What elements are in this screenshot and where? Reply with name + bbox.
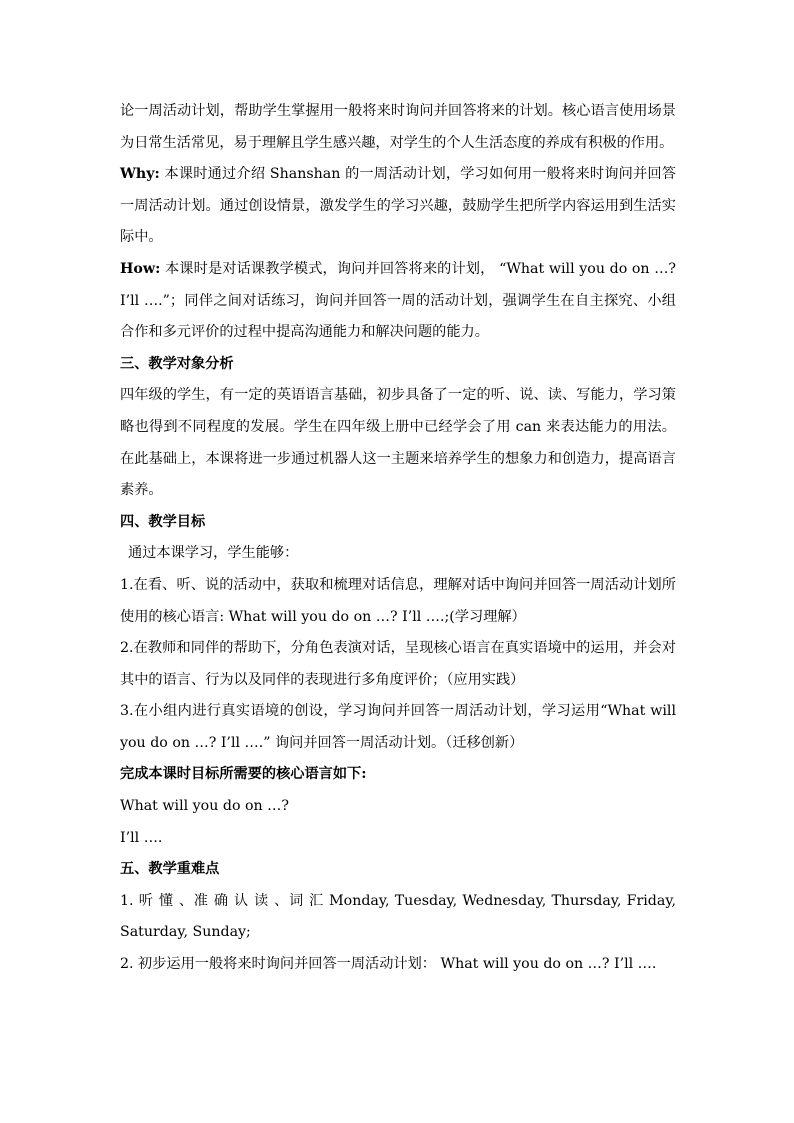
goal-item: 2.在教师和同伴的帮助下，分角色表演对话，呈现核心语言在真实语境中的运用，并会对其中的语言、行为以及同伴的表现进行多角度评价；（应用实践） bbox=[120, 640, 676, 688]
how-text: 本课时是对话课教学模式，询问并回答将来的计划， “What will you do on …? I’ll ….”；同伴之间对话练习，询问并回答一周的活动计划，强调学生在自主探究、小组合作和多元评价的过程中提高沟通能力和解决问题的能力。 bbox=[120, 260, 676, 341]
goal-item: 1.在看、听、说的活动中，获取和梳理对话信息，理解对话中询问并回答一周活动计划所使用的核心语言: What will you do on …? I’ll ….;(学习理解） bbox=[120, 576, 676, 625]
core-language-heading: 完成本课时目标所需要的核心语言如下: bbox=[120, 766, 367, 783]
what-paragraph-continued: 论一周活动计划，帮助学生掌握用一般将来时询问并回答将来的计划。核心语言使用场景为日常生活常见，易于理解且学生感兴趣，对学生的个人生活态度的养成有积极的作用。 bbox=[120, 103, 676, 151]
why-paragraph bbox=[120, 159, 676, 254]
how-paragraph bbox=[120, 254, 676, 349]
section-3-text: 四年级的学生，有一定的英语语言基础，初步具备了一定的听、说、读、写能力，学习策略也得到不同程度的发展。学生在四年级上册中已经学会了用 can 来表达能力的用法。在此基础上，本课将进一步通过机器人这一主题来培养学生的想象力和创造力，提高语言素养。 bbox=[120, 387, 676, 499]
how-label: How: bbox=[120, 260, 161, 277]
why-label: Why: bbox=[120, 166, 160, 183]
section-5-heading: 五、教学重难点 bbox=[120, 861, 220, 878]
key-point-item: 2. 初步运用一般将来时询问并回答一周活动计划： What will you do on …? I’ll …. bbox=[120, 956, 657, 973]
why-text: 本课时通过介绍 Shanshan 的一周活动计划，学习如何用一般将来时询问并回答一周活动计划。通过创设情景，激发学生的学习兴趣，鼓励学生把所学内容运用到生活实际中。 bbox=[120, 166, 676, 246]
goal-item: 3.在小组内进行真实语境的创设，学习询问并回答一周活动计划，学习运用“What will you do on …? I’ll ….” 询问并回答一周活动计划。（迁移创新） bbox=[120, 703, 676, 751]
document-page bbox=[120, 96, 676, 981]
section-3-heading: 三、教学对象分析 bbox=[120, 355, 234, 372]
key-point-item: 1. 听 懂 、准 确 认 读 、词 汇 Monday, Tuesday, Wednesday, Thursday, Friday, Saturday, Sunday; bbox=[120, 892, 676, 941]
section-4-heading: 四、教学目标 bbox=[120, 513, 206, 530]
core-language-line: What will you do on …? bbox=[120, 798, 289, 815]
core-language-line: I’ll …. bbox=[120, 829, 163, 846]
goals-intro: 通过本课学习，学生能够： bbox=[128, 545, 299, 562]
